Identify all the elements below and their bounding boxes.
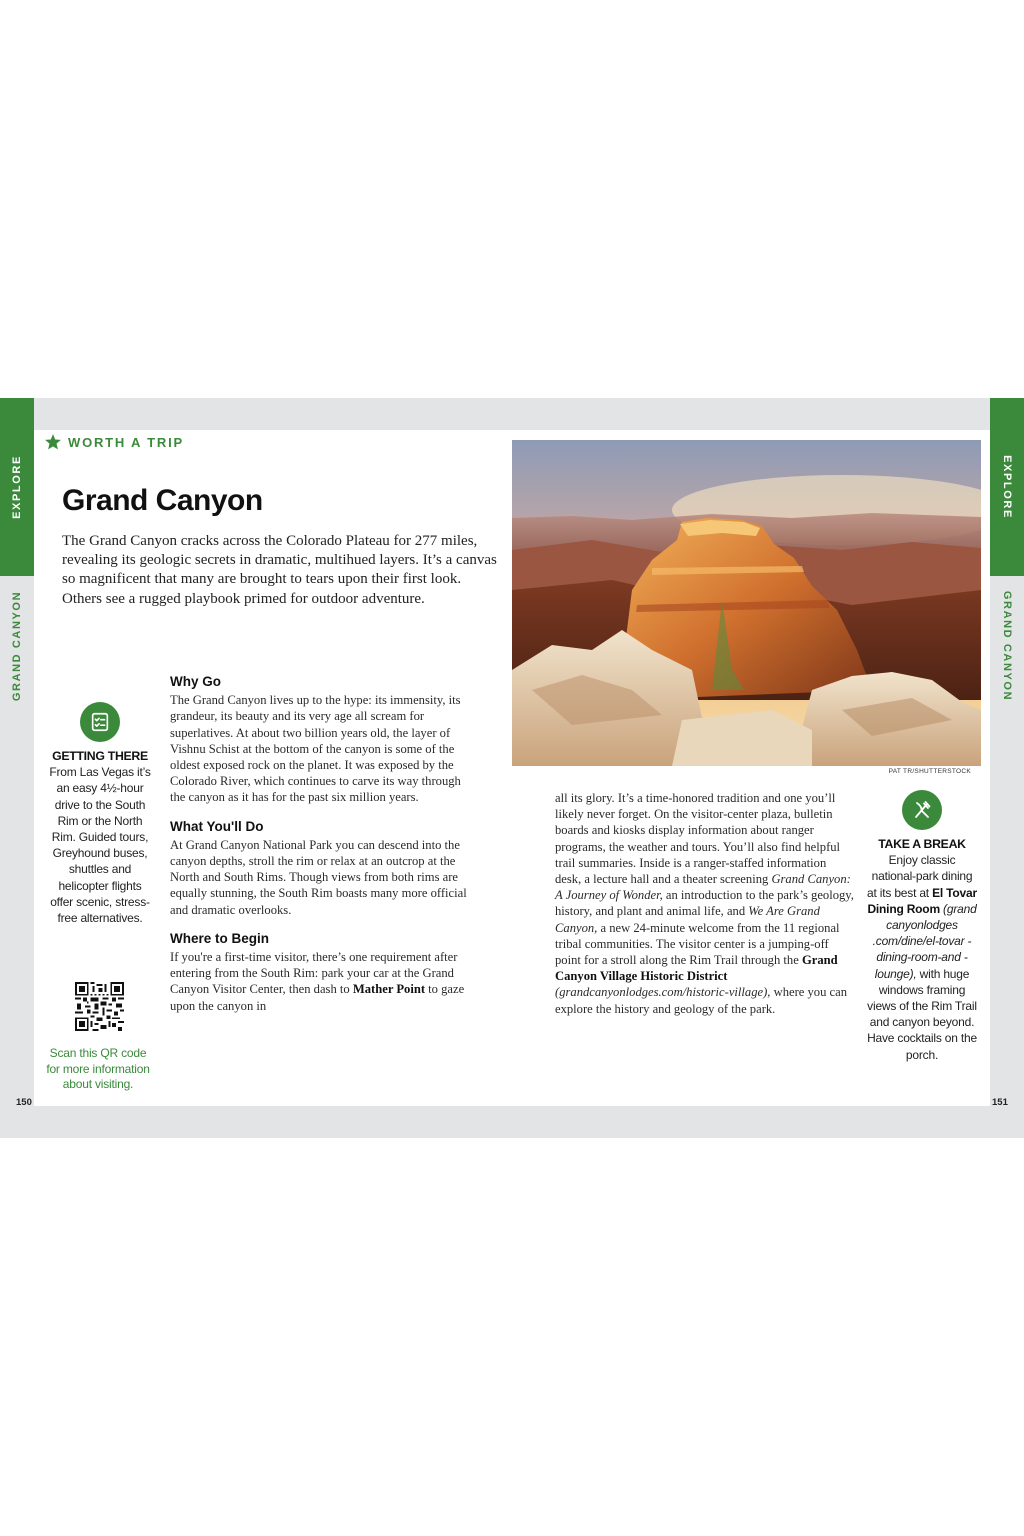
explore-tab-label: EXPLORE: [11, 455, 23, 519]
mather-point-bold: Mather Point: [352, 982, 426, 997]
chapter-label-text: GRAND CANYON: [1001, 590, 1013, 702]
historic-district-url[interactable]: (grandcanyonlodges.com/historic-village),: [555, 985, 771, 1000]
what-youll-do-heading: What You'll Do: [170, 818, 264, 834]
explore-tab-right[interactable]: [990, 398, 1024, 576]
take-a-break-sidebar: [866, 790, 978, 1063]
take-a-break-heading: TAKE A BREAK: [878, 837, 966, 851]
continuation-text-2: an introduction to the park’s geology, history, and plant and animal life, and: [555, 888, 854, 919]
fork-knife-icon: [902, 790, 942, 830]
chapter-label-right: [990, 576, 1024, 716]
continuation-text-3: a new 24-minute welcome from the 11 regional tribal communities. The visitor center is a jumping-off point for a stroll along the Rim Trail through the: [555, 920, 840, 968]
take-a-break-text-2: with huge windows framing views of the Rim Trail and canyon beyond. Have cocktails on the porch.: [867, 966, 977, 1062]
historic-district-bold: Grand Canyon Village Historic District: [555, 953, 838, 984]
qr-caption: Scan this QR code for more information about visiting.: [46, 1046, 150, 1091]
grand-canyon-photo: [512, 440, 981, 766]
film-title-2: We Are Grand Canyon,: [555, 904, 820, 935]
take-a-break-text-1: Enjoy classic national-park dining at its best at: [867, 853, 973, 900]
intro-paragraph: The Grand Canyon cracks across the Colorado Plateau for 277 miles, revealing its geologic secrets in dramatic, multihued layers. It’s a canvas so magnificent that many are brought to tears upon their first look. Others see a rugged playbook primed for outdoor adventure.: [62, 533, 497, 607]
film-title-1: Grand Canyon: A Journey of Wonder,: [555, 872, 851, 903]
qr-code-icon[interactable]: [75, 982, 124, 1031]
explore-tab-left[interactable]: [0, 398, 34, 576]
photo-credit: PAT TR/SHUTTERSTOCK: [888, 768, 971, 775]
el-tovar-bold: El Tovar Dining Room: [867, 885, 977, 916]
getting-there-text: From Las Vegas it’s an easy 4½-hour drive to the South Rim or the North Rim. Guided tours, Greyhound buses, shuttles and helicopter flights offer scenic, stress-free alternatives.: [49, 765, 151, 926]
body-column-left: [170, 674, 470, 1027]
continuation-text-1: all its glory. It’s a time-honored tradition and one you’ll likely never forget. On the visitor-center plaza, bulletin boards and kiosks display information about ranger programs, the weather and tours. You’ll also find helpful trail summaries. Inside is a ranger-staffed information desk, a lecture hall and a theater screening: [555, 791, 841, 887]
explore-tab-label: EXPLORE: [1001, 455, 1013, 519]
body-column-right: [555, 790, 855, 1017]
what-youll-do-text: At Grand Canyon National Park you can descend into the canyon depths, stroll the rim or relax at an outcrop at the North and South Rims. Though views from both rims are equally stunning, the South Rim boasts many more official and dramatic overlooks.: [170, 837, 467, 917]
page-number-right: 151: [992, 1097, 1008, 1108]
why-go-text: The Grand Canyon lives up to the hype: its immensity, its grandeur, its beauty and its very age all scream for superlatives. At about two billion years old, the layer of Vishnu Schist at the bottom of the canyon is some of the oldest exposed rock on the planet. It was exposed by the Colorado River, which continues to carve its way through the canyon as it has for the past six million years.: [170, 693, 461, 805]
kicker-text: WORTH A TRIP: [68, 434, 184, 450]
worth-a-trip-kicker: [44, 433, 184, 451]
chapter-label-left: [0, 576, 34, 716]
where-to-begin-text-2: to gaze upon the canyon in: [170, 982, 465, 1013]
take-a-break-text: [866, 852, 978, 1063]
chapter-label-text: GRAND CANYON: [11, 590, 23, 702]
where-to-begin-text: [170, 949, 470, 1014]
why-go-heading: Why Go: [170, 674, 221, 689]
continuation-text-5: where you can explore the history and geology of the park.: [555, 985, 848, 1016]
where-to-begin-text-1: If you're a first-time visitor, there’s one requirement after entering from the South Rim: park your car at the Grand Canyon Visitor Center, then dash to: [170, 950, 458, 997]
checklist-icon: [80, 702, 120, 742]
getting-there-sidebar: [48, 702, 152, 926]
el-tovar-url[interactable]: (grand canyonlodges .com/dine/el-tovar -dining-room-and -lounge),: [872, 901, 977, 981]
page-number-left: 150: [16, 1097, 32, 1108]
getting-there-heading: GETTING THERE: [52, 749, 148, 763]
continuation-text: [555, 790, 855, 1017]
star-icon: [44, 433, 62, 451]
page-title: Grand Canyon: [62, 484, 263, 517]
where-to-begin-heading: Where to Begin: [170, 930, 270, 946]
